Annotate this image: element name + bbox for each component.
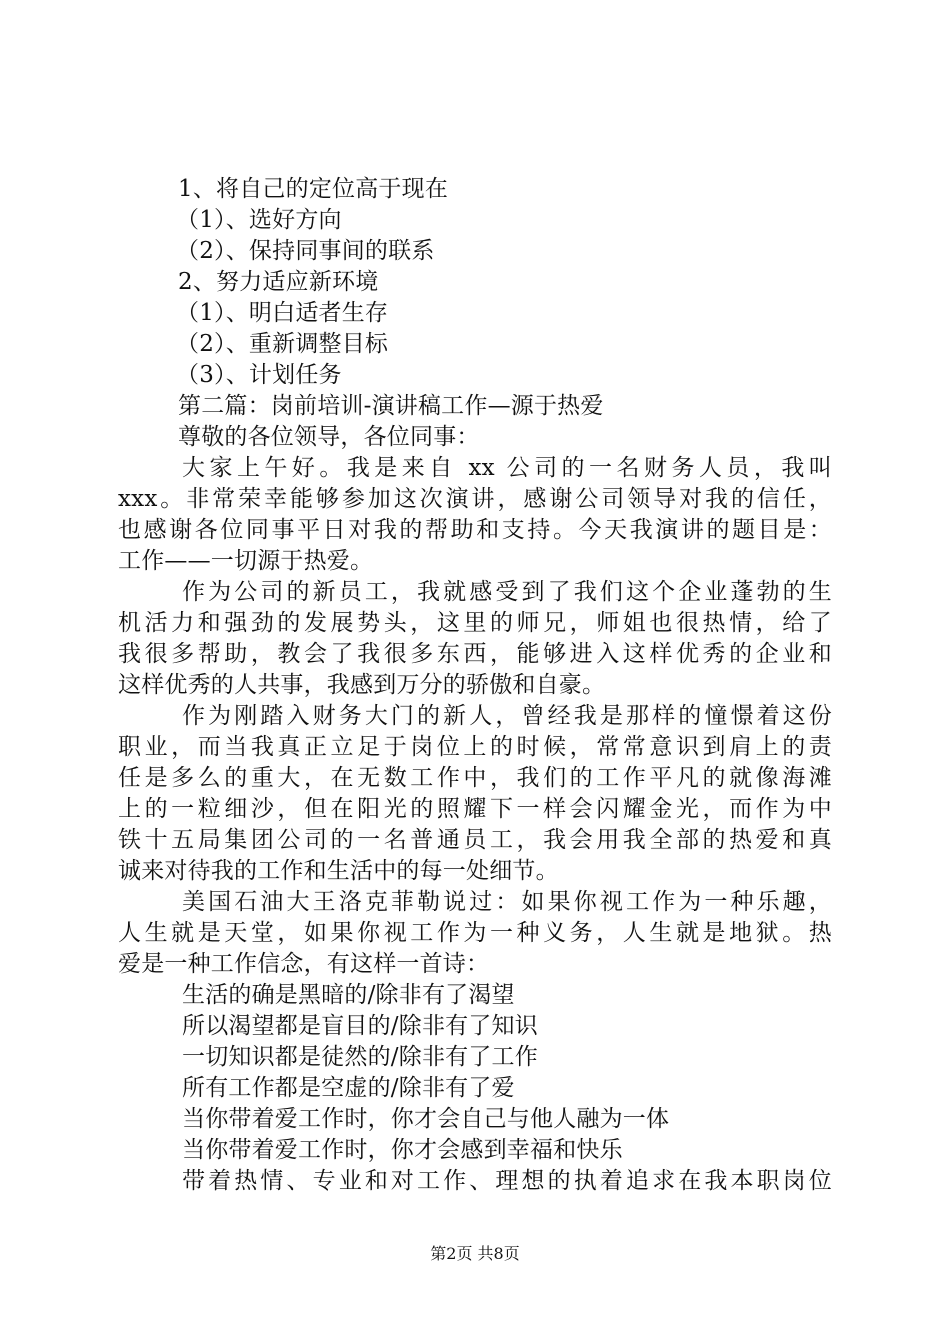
paragraph-line: 上的一粒细沙，但在阳光的照耀下一样会闪耀金光，而作为中 <box>118 796 832 822</box>
paragraph-line: 带着热情、专业和对工作、理想的执着追求在我本职岗位 <box>182 1168 832 1194</box>
paragraph-line: 作为刚踏入财务大门的新人，曾经我是那样的憧憬着这份 <box>182 703 832 729</box>
paragraph-line: 这样优秀的人共事，我感到万分的骄傲和自豪。 <box>118 672 606 698</box>
paragraph-line: 作为公司的新员工，我就感受到了我们这个企业蓬勃的生 <box>182 579 832 605</box>
poem-line: 所以渴望都是盲目的/除非有了知识 <box>182 1013 538 1039</box>
salutation: 尊敬的各位领导，各位同事： <box>178 424 480 450</box>
paragraph-line: 诚来对待我的工作和生活中的每一处细节。 <box>118 858 559 884</box>
poem-line: 所有工作都是空虚的/除非有了爱 <box>182 1075 515 1101</box>
outline-subitem: （3）、计划任务 <box>176 362 342 388</box>
paragraph-line: 也感谢各位同事平日对我的帮助和支持。今天我演讲的题目是： <box>118 517 832 543</box>
page-number-footer: 第2页 共8页 <box>430 1244 520 1263</box>
paragraph-line: 美国石油大王洛克菲勒说过：如果你视工作为一种乐趣， <box>182 889 832 915</box>
section-heading: 第二篇：岗前培训-演讲稿工作—源于热爱 <box>178 393 604 419</box>
outline-item: 1、将自己的定位高于现在 <box>178 176 449 202</box>
paragraph-line: 大家上午好。我是来自 xx 公司的一名财务人员，我叫 <box>182 455 832 481</box>
outline-subitem: （1）、明白适者生存 <box>176 300 389 326</box>
outline-subitem: （2）、重新调整目标 <box>176 331 389 357</box>
paragraph-line: 我很多帮助，教会了我很多东西，能够进入这样优秀的企业和 <box>118 641 832 667</box>
paragraph-line: xxx。非常荣幸能够参加这次演讲，感谢公司领导对我的信任， <box>118 486 832 512</box>
paragraph-line: 人生就是天堂，如果你视工作为一种义务，人生就是地狱。热 <box>118 920 832 946</box>
paragraph-line: 爱是一种工作信念，有这样一首诗： <box>118 951 490 977</box>
paragraph-line: 任是多么的重大，在无数工作中，我们的工作平凡的就像海滩 <box>118 765 832 791</box>
outline-subitem: （2）、保持同事间的联系 <box>176 238 435 264</box>
paragraph-line: 机活力和强劲的发展势头，这里的师兄，师姐也很热情，给了 <box>118 610 832 636</box>
poem-line: 当你带着爱工作时，你才会自己与他人融为一体 <box>182 1106 670 1132</box>
paragraph-line: 铁十五局集团公司的一名普通员工，我会用我全部的热爱和真 <box>118 827 832 853</box>
poem-line: 生活的确是黑暗的/除非有了渴望 <box>182 982 515 1008</box>
outline-item: 2、努力适应新环境 <box>178 269 379 295</box>
poem-line: 一切知识都是徒然的/除非有了工作 <box>182 1044 538 1070</box>
outline-subitem: （1）、选好方向 <box>176 207 342 233</box>
poem-line: 当你带着爱工作时，你才会感到幸福和快乐 <box>182 1137 623 1163</box>
document-body <box>118 174 832 1197</box>
paragraph-line: 职业，而当我真正立足于岗位上的时候，常常意识到肩上的责 <box>118 734 832 760</box>
paragraph-line: 工作——一切源于热爱。 <box>118 548 374 574</box>
